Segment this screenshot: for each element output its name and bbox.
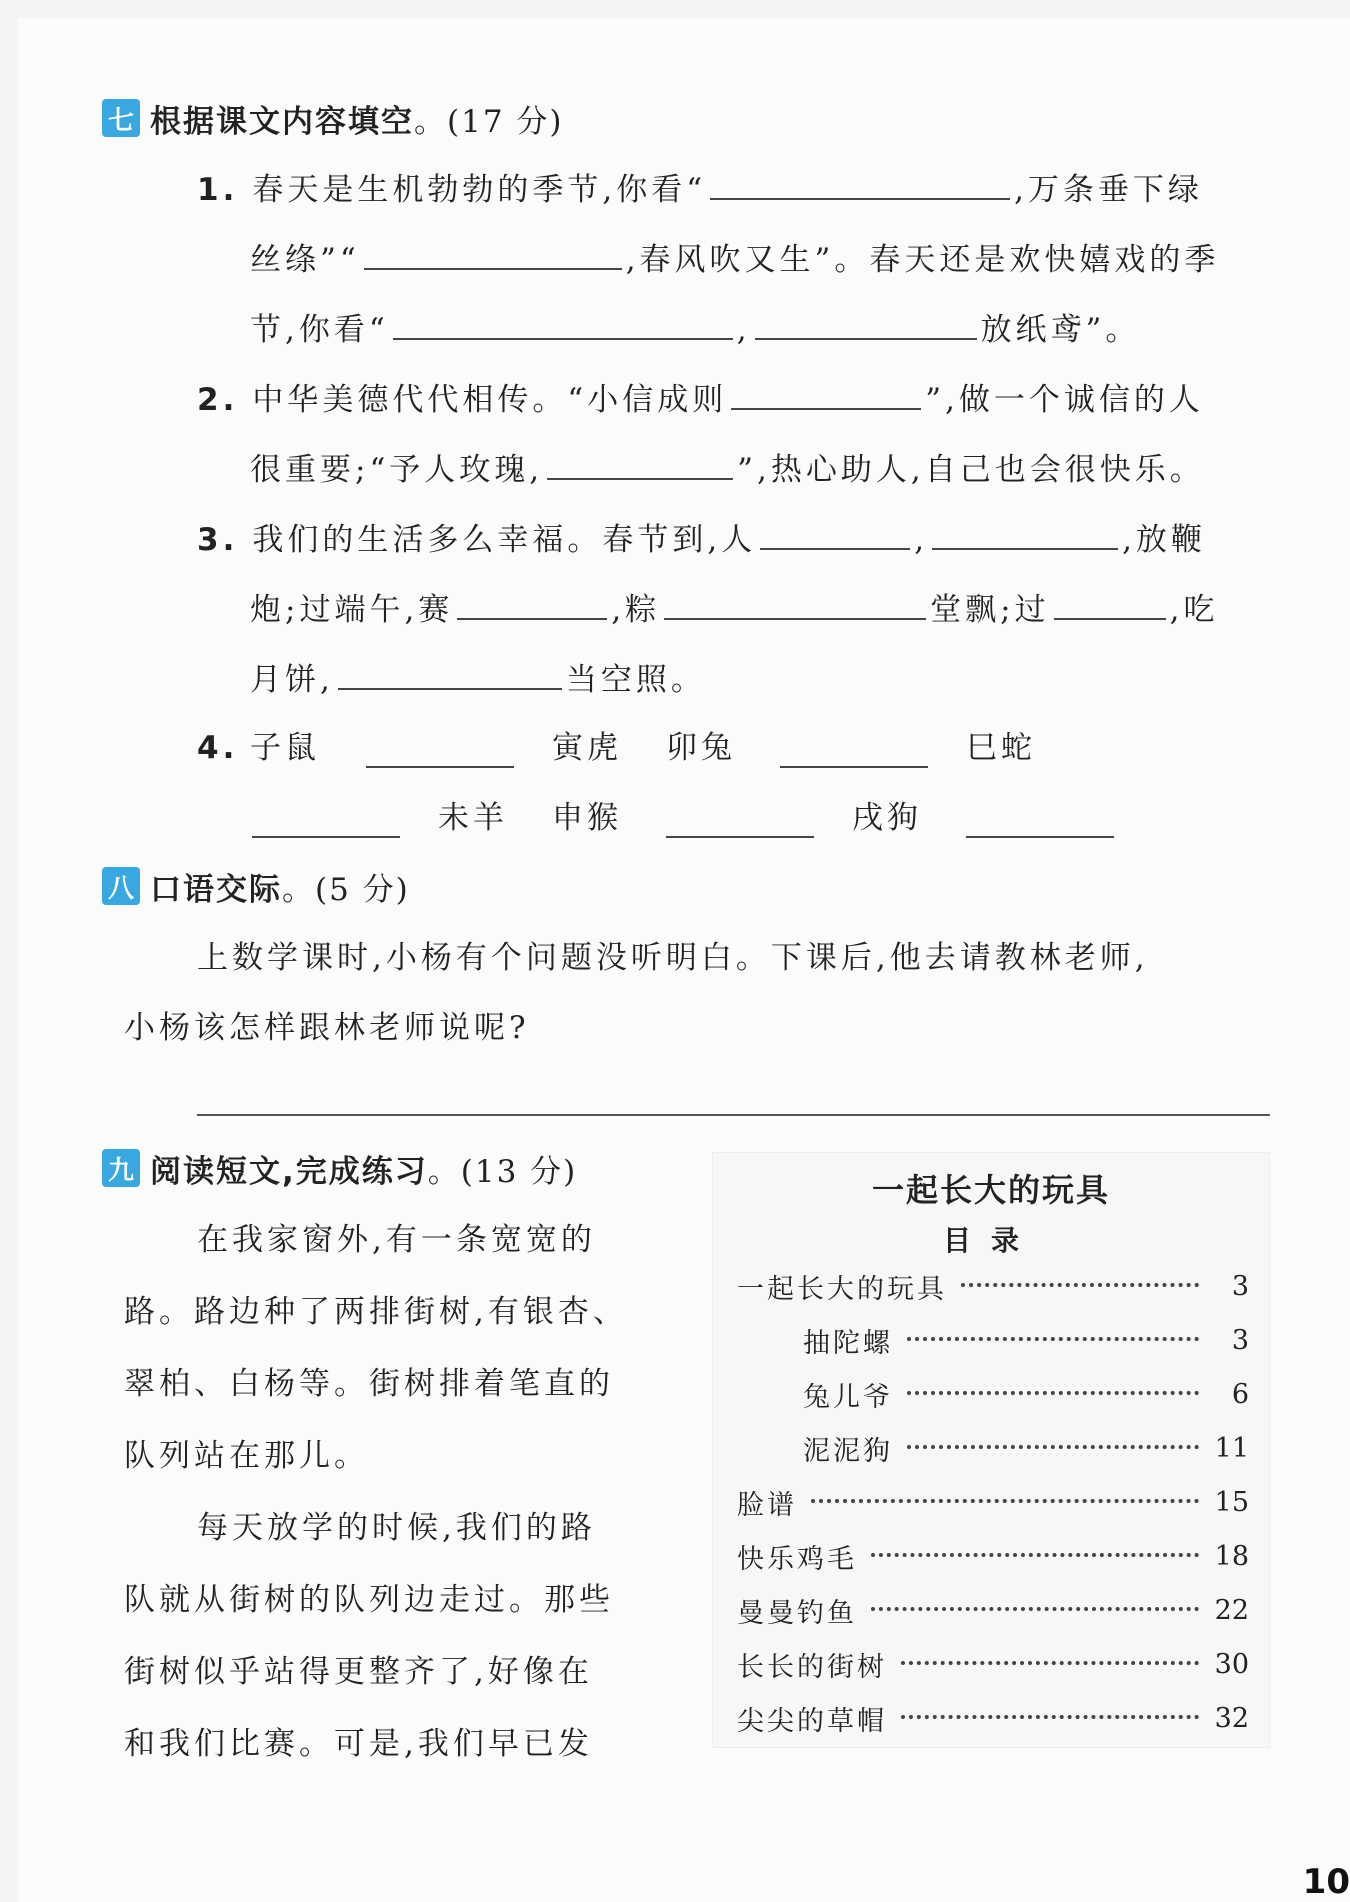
toc-item: 尖尖的草帽 32 <box>737 1703 1249 1737</box>
toc-item: 脸谱 15 <box>737 1487 1249 1521</box>
q2-blank-1[interactable] <box>731 378 921 410</box>
q3-blank-1[interactable] <box>760 518 910 550</box>
q1-blank-2[interactable] <box>364 238 622 270</box>
q4-blank-2[interactable] <box>780 736 928 768</box>
toc-item: 一起长大的玩具 3 <box>737 1271 1249 1305</box>
q3-number: 3. <box>197 522 239 558</box>
section-8-prompt-1: 上数学课时,小杨有个问题没听明白。下课后,他去请教林老师, <box>197 940 1149 976</box>
passage-line: 队就从街树的队列边走过。那些 <box>124 1582 614 1618</box>
passage-line: 翠柏、白杨等。街树排着笔直的 <box>124 1366 614 1402</box>
q1-line-3: 节,你看“ , 放纸鸢”。 <box>250 308 1140 350</box>
q3-line-1: 3. 我们的生活多么幸福。春节到,人 , ,放鞭 <box>197 518 1206 560</box>
section-7-header <box>102 96 564 140</box>
q1-number: 1. <box>197 172 239 208</box>
q3-blank-6[interactable] <box>338 658 562 690</box>
passage-line: 街树似乎站得更整齐了,好像在 <box>124 1654 593 1690</box>
q2-number: 2. <box>197 382 239 418</box>
q1-line-1: 1. 春天是生机勃勃的季节,你看“ ,万条垂下绿 <box>197 168 1203 210</box>
section-7-badge: 七 <box>102 99 140 137</box>
q4-blank-1[interactable] <box>366 736 514 768</box>
q4-blank-5[interactable] <box>966 806 1114 838</box>
zodiac-dog: 戌狗 <box>852 800 922 836</box>
q3-blank-5[interactable] <box>1054 588 1166 620</box>
toc-box <box>712 1152 1270 1748</box>
toc-item: 曼曼钓鱼 22 <box>737 1595 1249 1629</box>
zodiac-goat: 未羊 <box>438 800 508 836</box>
toc-subtitle: 目录 <box>942 1224 1039 1257</box>
zodiac-monkey: 申猴 <box>552 800 622 836</box>
section-8-header <box>102 864 410 908</box>
page-number: 10 <box>1302 1862 1350 1902</box>
answer-line[interactable] <box>197 1114 1270 1116</box>
section-8-badge: 八 <box>102 867 140 905</box>
toc-item: 长长的街树 30 <box>737 1649 1249 1683</box>
section-9-title: 阅读短文,完成练习 <box>150 1153 428 1190</box>
q3-blank-3[interactable] <box>457 588 607 620</box>
q4-number: 4. <box>197 730 239 766</box>
q1-blank-3[interactable] <box>393 308 733 340</box>
q2-blank-2[interactable] <box>547 448 733 480</box>
zodiac-tiger: 寅虎 <box>552 730 622 766</box>
zodiac-rabbit: 卯兔 <box>666 730 736 766</box>
q3-blank-2[interactable] <box>932 518 1118 550</box>
toc-item: 快乐鸡毛 18 <box>737 1541 1249 1575</box>
q4-blank-3[interactable] <box>252 806 400 838</box>
toc-item: 泥泥狗 11 <box>803 1433 1249 1467</box>
passage-line: 路。路边种了两排街树,有银杏、 <box>124 1294 628 1330</box>
q1-blank-1[interactable] <box>710 168 1010 200</box>
toc-item: 抽陀螺 3 <box>803 1325 1249 1359</box>
section-9-header <box>102 1146 577 1190</box>
q2-line-1: 2. 中华美德代代相传。“小信成则 ”,做一个诚信的人 <box>197 378 1204 420</box>
section-9-score: 。(13 分) <box>427 1153 578 1190</box>
q1-line-2: 丝绦”“ ,春风吹又生”。春天还是欢快嬉戏的季 <box>250 238 1219 280</box>
zodiac-rat: 子鼠 <box>250 730 320 766</box>
q4-number-line <box>197 728 252 768</box>
passage-line: 队列站在那儿。 <box>124 1438 369 1474</box>
passage-line: 每天放学的时候,我们的路 <box>197 1510 596 1546</box>
section-7-title: 根据课文内容填空 <box>150 103 414 140</box>
q3-blank-4[interactable] <box>664 588 926 620</box>
passage-line: 和我们比赛。可是,我们早已发 <box>124 1726 593 1762</box>
toc-item: 兔儿爷 6 <box>803 1379 1249 1413</box>
section-8-score: 。(5 分) <box>282 871 410 908</box>
section-8-title: 口语交际 <box>150 871 282 908</box>
q3-line-2: 炮;过端午,赛 ,粽 堂飘;过 ,吃 <box>250 588 1218 630</box>
q1-blank-4[interactable] <box>755 308 977 340</box>
q3-line-3: 月饼, 当空照。 <box>250 658 706 700</box>
zodiac-snake: 巳蛇 <box>966 730 1036 766</box>
section-7-score: 。(17 分) <box>414 103 564 140</box>
q2-line-2: 很重要;“予人玫瑰, ”,热心助人,自己也会很快乐。 <box>250 448 1205 490</box>
q4-blank-4[interactable] <box>666 806 814 838</box>
toc-title: 一起长大的玩具 <box>871 1171 1110 1209</box>
section-8-prompt-2: 小杨该怎样跟林老师说呢? <box>124 1010 530 1046</box>
section-9-badge: 九 <box>102 1149 140 1187</box>
passage-line: 在我家窗外,有一条宽宽的 <box>197 1222 596 1258</box>
